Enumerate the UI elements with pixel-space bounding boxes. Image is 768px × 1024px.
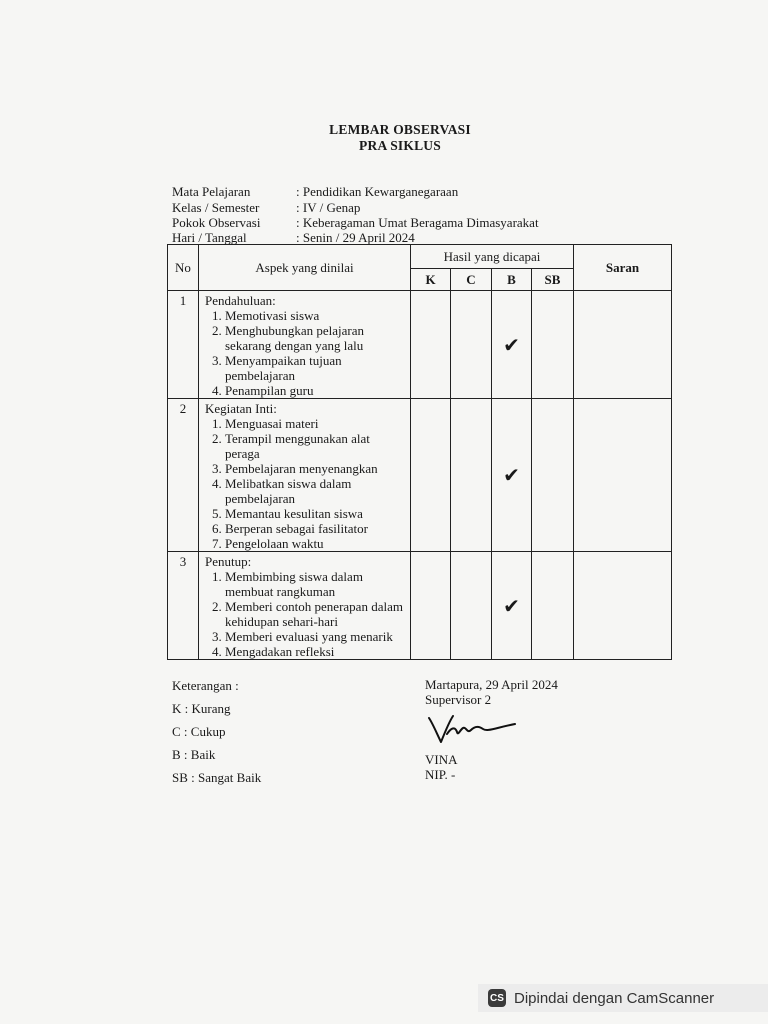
list-item: 2. Memberi contoh penerapan dalam kehidupan sehari-hari bbox=[225, 599, 406, 629]
section-aspek bbox=[199, 552, 411, 660]
signer-name: VINA bbox=[425, 752, 458, 767]
info-value: : Pendidikan Kewarganegaraan bbox=[296, 184, 459, 199]
place-date: Martapura, 29 April 2024 bbox=[425, 677, 558, 692]
section-title: Pendahuluan: bbox=[205, 293, 276, 308]
header-no: No bbox=[168, 245, 199, 291]
signature-block bbox=[425, 677, 558, 707]
cell-k bbox=[411, 552, 451, 660]
legend-item: SB : Sangat Baik bbox=[172, 770, 262, 785]
section-title: Kegiatan Inti: bbox=[205, 401, 277, 416]
camscanner-text: Dipindai dengan CamScanner bbox=[514, 989, 715, 1007]
list-item: 2. Menghubungkan pelajaran sekarang dengan yang lalu bbox=[225, 323, 406, 353]
cell-k bbox=[411, 399, 451, 552]
header-c: C bbox=[451, 269, 492, 291]
legend-title: Keterangan : bbox=[172, 678, 239, 693]
camscanner-icon: CS bbox=[488, 989, 506, 1007]
checkmark-icon: ✔ bbox=[492, 399, 532, 552]
document-title: LEMBAR OBSERVASI bbox=[329, 122, 471, 137]
list-item: 2. Terampil menggunakan alat peraga bbox=[225, 431, 406, 461]
legend bbox=[172, 678, 261, 793]
info-value: : Senin / 29 April 2024 bbox=[296, 230, 415, 245]
legend-item: K : Kurang bbox=[172, 701, 231, 716]
legend-item: B : Baik bbox=[172, 747, 216, 762]
camscanner-watermark bbox=[478, 984, 768, 1012]
header-saran: Saran bbox=[574, 245, 672, 291]
table-row bbox=[168, 552, 672, 660]
list-item: 3. Memberi evaluasi yang menarik bbox=[225, 629, 406, 644]
cell-sb bbox=[532, 399, 574, 552]
list-item: 1. Memotivasi siswa bbox=[225, 308, 406, 323]
cell-c bbox=[451, 399, 492, 552]
header-aspek: Aspek yang dinilai bbox=[199, 245, 411, 291]
cell-saran bbox=[574, 291, 672, 399]
cell-saran bbox=[574, 399, 672, 552]
list-item: 4. Penampilan guru bbox=[225, 383, 406, 398]
signer bbox=[425, 752, 458, 782]
info-value: : Keberagaman Umat Beragama Dimasyarakat bbox=[296, 215, 539, 230]
section-aspek bbox=[199, 399, 411, 552]
info-label: Pokok Observasi bbox=[172, 215, 261, 230]
cell-c bbox=[451, 291, 492, 399]
section-number: 3 bbox=[168, 552, 199, 660]
header-sb: SB bbox=[532, 269, 574, 291]
list-item: 1. Menguasai materi bbox=[225, 416, 406, 431]
cell-c bbox=[451, 552, 492, 660]
cell-saran bbox=[574, 552, 672, 660]
cell-k bbox=[411, 291, 451, 399]
header-hasil: Hasil yang dicapai bbox=[411, 245, 574, 269]
info-label: Kelas / Semester bbox=[172, 200, 260, 215]
signer-nip: NIP. - bbox=[425, 767, 456, 782]
handwritten-signature bbox=[425, 712, 520, 748]
section-number: 2 bbox=[168, 399, 199, 552]
info-label: Mata Pelajaran bbox=[172, 184, 251, 199]
observation-table bbox=[167, 244, 672, 660]
list-item: 4. Mengadakan refleksi bbox=[225, 644, 406, 659]
info-label: Hari / Tanggal bbox=[172, 230, 247, 245]
list-item: 7. Pengelolaan waktu bbox=[225, 536, 406, 551]
list-item: 3. Pembelajaran menyenangkan bbox=[225, 461, 406, 476]
supervisor-role: Supervisor 2 bbox=[425, 692, 492, 707]
checkmark-icon: ✔ bbox=[492, 552, 532, 660]
list-item: 1. Membimbing siswa dalam membuat rangkuman bbox=[225, 569, 406, 599]
document-subtitle: PRA SIKLUS bbox=[359, 138, 441, 153]
cell-sb bbox=[532, 552, 574, 660]
legend-item: C : Cukup bbox=[172, 724, 226, 739]
section-number: 1 bbox=[168, 291, 199, 399]
header-k: K bbox=[411, 269, 451, 291]
list-item: 5. Memantau kesulitan siswa bbox=[225, 506, 406, 521]
info-value: : IV / Genap bbox=[296, 200, 361, 215]
header-b: B bbox=[492, 269, 532, 291]
checkmark-icon: ✔ bbox=[492, 291, 532, 399]
section-aspek bbox=[199, 291, 411, 399]
section-title: Penutup: bbox=[205, 554, 252, 569]
list-item: 4. Melibatkan siswa dalam pembelajaran bbox=[225, 476, 406, 506]
list-item: 6. Berperan sebagai fasilitator bbox=[225, 521, 406, 536]
list-item: 3. Menyampaikan tujuan pembelajaran bbox=[225, 353, 406, 383]
cell-sb bbox=[532, 291, 574, 399]
table-row bbox=[168, 291, 672, 399]
table-row bbox=[168, 399, 672, 552]
